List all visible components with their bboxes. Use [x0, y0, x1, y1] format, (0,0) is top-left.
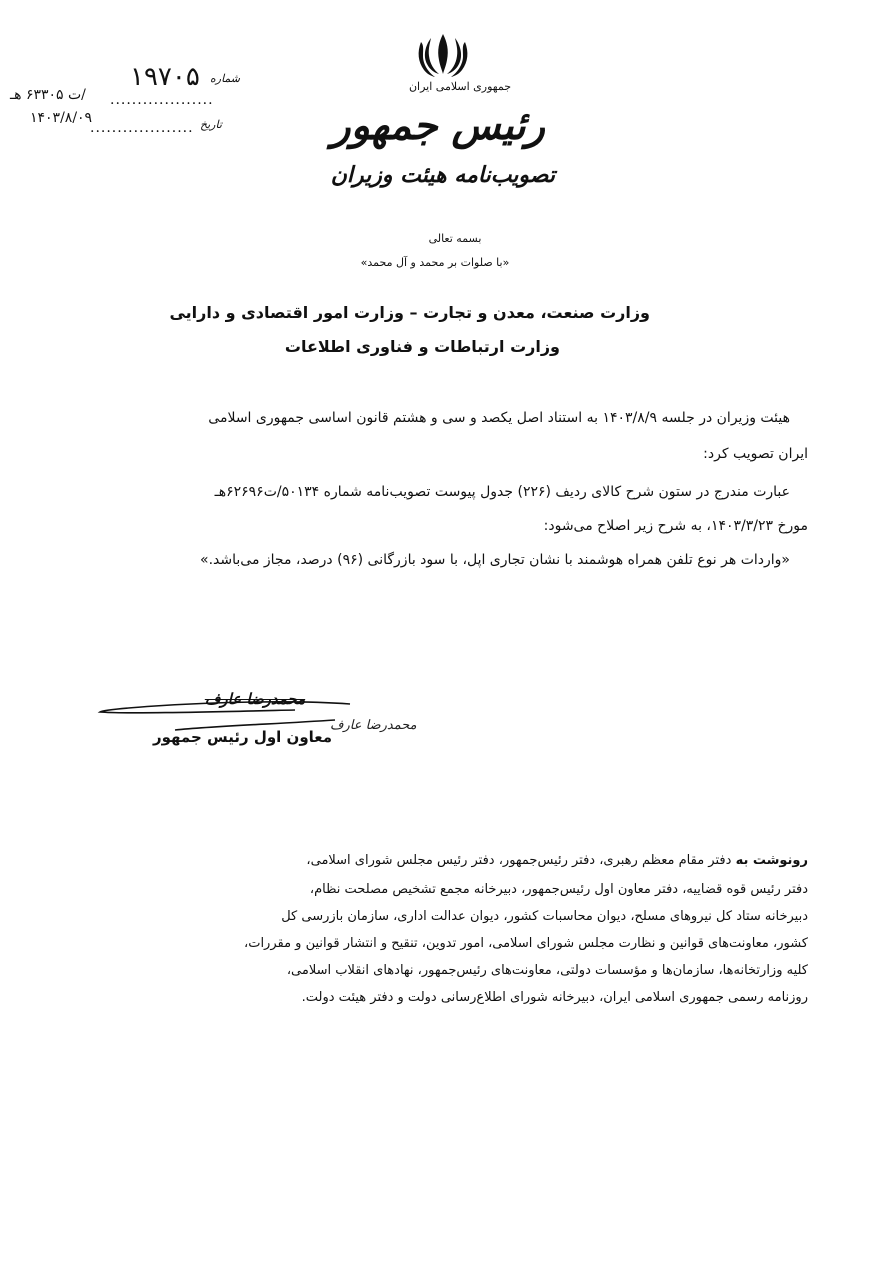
- number-label: شماره: [210, 72, 241, 85]
- recipient-line: وزارت ارتباطات و فناوری اطلاعات: [284, 337, 560, 356]
- copies-line: روزنامه رسمی جمهوری اسلامی ایران، دبیرخانه شورای اطلاع‌رسانی دولت و دفتر هیئت دولت.: [301, 990, 808, 1005]
- copies-text: دفتر مقام معظم رهبری، دفتر رئیس‌جمهور، دفتر رئیس مجلس شورای اسلامی،: [306, 853, 732, 868]
- signature-mark: محمدرضا عارف: [330, 718, 417, 733]
- number-dots: ...................: [110, 92, 214, 108]
- copies-label: رونوشت به: [735, 853, 808, 868]
- body-line: عبارت مندرج در ستون شرح کالای ردیف (۲۲۶) جدول پیوست تصویب‌نامه شماره ۵۰۱۳۴/ت۶۲۶۹۶هـ: [214, 484, 790, 500]
- approval-title: تصویب‌نامه هیئت وزیران: [330, 162, 555, 188]
- copies-line: دبیرخانه ستاد کل نیروهای مسلح، دیوان محاسبات کشور، دیوان عدالت اداری، سازمان بازرسی کل: [281, 909, 808, 924]
- bismillah: بسمه تعالی: [428, 232, 482, 245]
- letter-number: ۱۹۷۰۵: [130, 62, 200, 92]
- copies-line: دفتر رئیس قوه قضاییه، دفتر معاون اول رئیس‌جمهور، دبیرخانه مجمع تشخیص مصلحت نظام،: [309, 882, 808, 897]
- body-line: مورخ ۱۴۰۳/۳/۲۳، به شرح زیر اصلاح می‌شود:: [543, 518, 808, 534]
- letter-date: ۱۴۰۳/۸/۰۹: [30, 110, 93, 126]
- signatory-title: معاون اول رئیس جمهور: [152, 728, 333, 746]
- copies-line: [63, 853, 808, 869]
- iran-emblem-icon: [415, 30, 471, 80]
- reference-number: /ت ۶۳۳۰۵ هـ: [10, 87, 86, 103]
- recipient-line: وزارت صنعت، معدن و تجارت – وزارت امور اقتصادی و دارایی: [169, 303, 650, 322]
- copies-line: کشور، معاونت‌های قوانین و نظارت مجلس شورای اسلامی، امور تدوین، تنقیح و انتشار قوانین و مقررات،: [244, 936, 808, 951]
- country-name: جمهوری اسلامی ایران: [408, 80, 512, 93]
- salawat: «با صلوات بر محمد و آل محمد»: [360, 256, 510, 269]
- number-date-block: [10, 62, 245, 147]
- office-title: رئیس جمهور: [331, 102, 545, 149]
- copies-line: کلیه وزارتخانه‌ها، سازمان‌ها و مؤسسات دولتی، معاونت‌های رئیس‌جمهور، نهادهای انقلاب اسلامی،: [286, 963, 808, 978]
- signatory-name: محمدرضا عارف: [204, 690, 306, 708]
- date-dots: ...................: [90, 120, 194, 136]
- date-label: تاریخ: [200, 118, 222, 131]
- body-line: ایران تصویب کرد:: [703, 446, 808, 462]
- body-line: «واردات هر نوع تلفن همراه هوشمند با نشان تجاری اپل، با سود بازرگانی (۹۶) درصد، مجاز می‌باشد.»: [200, 552, 790, 568]
- body-line: هیئت وزیران در جلسه ۱۴۰۳/۸/۹ به استناد اصل یکصد و سی و هشتم قانون اساسی جمهوری اسلامی: [208, 410, 790, 426]
